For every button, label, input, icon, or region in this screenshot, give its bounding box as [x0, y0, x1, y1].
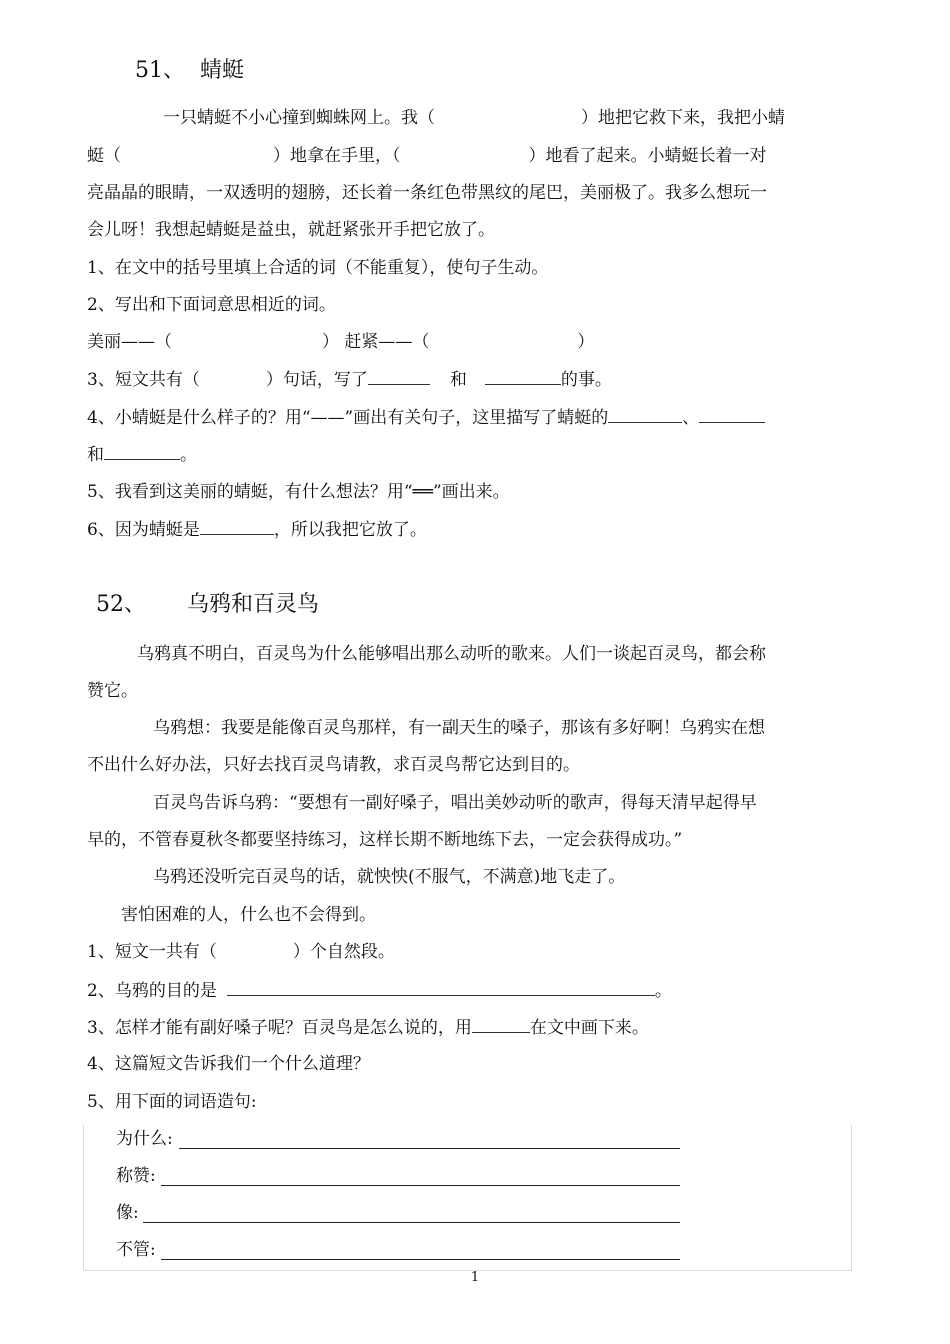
- passage-line: 会儿呀！我想起蜻蜓是益虫，就赶紧张开手把它放了。: [87, 220, 495, 240]
- passage-line: 百灵鸟告诉乌鸦：“要想有一副好嗓子，唱出美妙动听的歌声，得每天清早起得早: [153, 793, 757, 813]
- question-5: 5、用下面的词语造句:: [87, 1092, 257, 1112]
- text: 蜓（: [87, 146, 121, 166]
- text: ）地把它救下来，我把小蜻: [581, 108, 785, 128]
- underline-blank[interactable]: [227, 979, 655, 996]
- passage-line: 赞它。: [87, 681, 138, 701]
- answer-line[interactable]: [179, 1148, 680, 1149]
- text: 3、怎样才能有副好嗓子呢？百灵鸟是怎么说的，用: [87, 1018, 472, 1038]
- text: 、: [682, 408, 700, 428]
- word-label: 不管:: [116, 1240, 156, 1260]
- text: ，所以我把它放了。: [273, 520, 427, 540]
- question-4: 4、这篇短文告诉我们一个什么道理？: [87, 1054, 370, 1074]
- underline-blank[interactable]: [472, 1016, 530, 1033]
- question-3: [87, 368, 612, 391]
- underline-blank[interactable]: [104, 443, 180, 460]
- passage-line: 乌鸦真不明白，百灵鸟为什么能够唱出那么动听的歌来。人们一谈起百灵鸟，都会称: [137, 644, 766, 664]
- text: 的事。: [560, 370, 612, 390]
- question-6: [87, 518, 427, 541]
- passage-line: 亮晶晶的眼睛，一双透明的翅膀，还长着一条红色带黑纹的尾巴，美丽极了。我多么想玩一: [87, 183, 767, 203]
- text: ）地拿在手里，（: [273, 146, 401, 166]
- question-3: [87, 1016, 649, 1039]
- passage-line: 早的，不管春夏秋冬都要坚持练习，这样长期不断地练下去，一定会获得成功。”: [87, 830, 683, 850]
- underline-blank[interactable]: [200, 518, 274, 535]
- word-label: 称赞:: [116, 1166, 156, 1186]
- text: 和: [449, 370, 467, 390]
- section-52-number: 52、: [96, 592, 146, 617]
- passage-line: [87, 145, 767, 167]
- underline-blank[interactable]: [368, 368, 430, 385]
- text: 4、小蜻蜓是什么样子的？用“——”画出有关句子，这里描写了蜻蜓的: [87, 408, 609, 428]
- answer-line[interactable]: [143, 1222, 680, 1223]
- question-2: [87, 979, 672, 1002]
- underline-blank[interactable]: [699, 406, 765, 423]
- text: 一只蜻蜓不小心撞到蜘蛛网上。我（: [163, 108, 435, 128]
- sentence-box: [83, 1125, 852, 1271]
- word-label: 为什么:: [116, 1129, 173, 1149]
- text: ）个自然段。: [292, 942, 395, 962]
- answer-line[interactable]: [161, 1185, 680, 1186]
- section-52-title: 乌鸦和百灵鸟: [187, 592, 320, 617]
- passage-line: 害怕困难的人，什么也不会得到。: [121, 905, 376, 925]
- word-label: 像:: [116, 1203, 139, 1223]
- passage-line: 不出什么好办法，只好去找百灵鸟请教，求百灵鸟帮它达到目的。: [87, 755, 580, 775]
- underline-blank[interactable]: [485, 368, 561, 385]
- question-1: [87, 941, 395, 963]
- question-1: 1、在文中的括号里填上合适的词（不能重复），使句子生动。: [87, 258, 549, 278]
- question-2-items: [87, 331, 594, 353]
- question-2: 2、写出和下面词意思相近的词。: [87, 295, 336, 315]
- answer-line[interactable]: [161, 1259, 680, 1260]
- text: ）地看了起来。小蜻蜓长着一对: [528, 146, 767, 166]
- text: ）: [577, 332, 595, 352]
- underline-blank[interactable]: [608, 406, 682, 423]
- question-5: 5、我看到这美丽的蜻蜓，有什么想法？用“══”画出来。: [87, 482, 510, 502]
- passage-line: 乌鸦还没听完百灵鸟的话，就怏怏(不服气，不满意)地飞走了。: [153, 867, 626, 887]
- text: 1、短文一共有（: [87, 942, 217, 962]
- question-4: [87, 406, 765, 429]
- text: 2、乌鸦的目的是: [87, 981, 217, 1001]
- text: 6、因为蜻蜓是: [87, 520, 200, 540]
- text: 美丽——（: [87, 332, 172, 352]
- text: ）句话，写了: [265, 370, 368, 390]
- text: 在文中画下来。: [529, 1018, 649, 1038]
- text: 。: [654, 981, 672, 1001]
- passage-line: [163, 107, 785, 129]
- page-number: 1: [470, 1270, 480, 1285]
- section-51-number: 51、: [135, 58, 185, 83]
- question-4-cont: [87, 443, 197, 466]
- text: 和: [87, 445, 104, 465]
- passage-line: 乌鸦想：我要是能像百灵鸟那样，有一副天生的嗓子，那该有多好啊！乌鸦实在想: [153, 718, 765, 738]
- section-51-title: 蜻蜓: [200, 58, 245, 83]
- text: ） 赶紧——（: [322, 332, 430, 352]
- text: 3、短文共有（: [87, 370, 200, 390]
- text: 。: [180, 445, 197, 465]
